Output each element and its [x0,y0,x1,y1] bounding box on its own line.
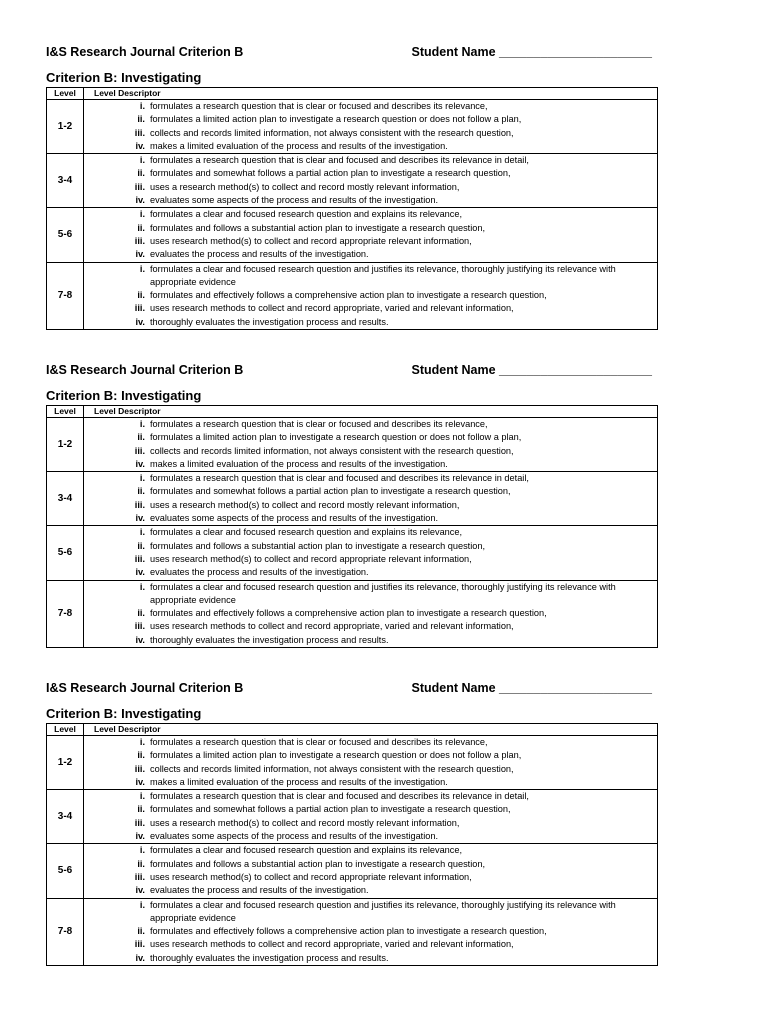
descriptor-item [84,553,657,566]
descriptor-numeral: ii. [137,168,145,179]
descriptor-numeral: i. [139,419,145,429]
descriptor-numeral: iv. [135,249,145,260]
descriptor-text: makes a limited evaluation of the process and results of the investigation. [150,458,448,469]
rubric-section [46,680,658,966]
descriptor-text: formulates a clear and focused research question and explains its relevance, [150,209,463,220]
descriptor-item [84,154,657,167]
descriptor-text: formulates a research question that is clear and focused and describes its relevance in detail, [150,155,529,166]
descriptor-text: formulates a clear and focused research question and justifies its relevance, thoroughly justifying its relevance with appropriate evidence [150,263,616,287]
table-row [47,790,658,844]
descriptor-numeral: i. [139,101,145,111]
descriptor-text: uses research method(s) to collect and record appropriate relevant information, [150,871,472,882]
descriptor-text: formulates and effectively follows a comprehensive action plan to investigate a research question, [150,290,547,301]
level-cell: 7-8 [47,898,84,965]
descriptor-item [84,763,657,776]
descriptor-item [84,263,657,290]
descriptor-item [84,485,657,498]
descriptor-numeral: ii. [137,926,145,937]
descriptor-list [84,100,657,153]
descriptor-numeral: i. [139,791,145,802]
descriptor-list [84,418,657,471]
descriptor-text: uses research methods to collect and record appropriate, varied and relevant information, [150,303,514,314]
descriptor-item [84,830,657,843]
descriptor-text: uses research methods to collect and record appropriate, varied and relevant information, [150,939,514,950]
descriptor-numeral: iii. [134,445,145,456]
descriptor-item [84,445,657,458]
descriptor-text: evaluates some aspects of the process and results of the investigation. [150,831,439,842]
descriptor-item [84,499,657,512]
rubric-section [46,44,658,330]
descriptor-item [84,620,657,633]
descriptor-item [84,248,657,261]
descriptor-numeral: iii. [134,127,145,138]
table-row [47,262,658,329]
descriptor-text: collects and records limited information, not always consistent with the research question, [150,127,514,138]
descriptor-numeral: i. [139,899,145,910]
descriptor-item [84,871,657,884]
descriptor-numeral: i. [139,737,145,747]
descriptor-numeral: ii. [137,114,145,125]
criterion-heading: Criterion B: Investigating [46,70,202,85]
descriptor-text: formulates a research question that is clear or focused and describes its relevance, [150,419,488,429]
descriptor-numeral: i. [139,209,145,220]
descriptor-numeral: ii. [137,804,145,815]
descriptor-item [84,181,657,194]
descriptor-item [84,235,657,248]
descriptor-numeral: i. [139,473,145,484]
descriptor-numeral: ii. [137,750,145,761]
descriptor-text: evaluates some aspects of the process and results of the investigation. [150,513,439,524]
descriptor-numeral: i. [139,155,145,166]
descriptor-column-header: Level Descriptor [84,406,658,418]
descriptor-item [84,113,657,126]
descriptor-text: collects and records limited information, not always consistent with the research question, [150,445,514,456]
descriptor-list [84,208,657,261]
descriptor-item [84,526,657,539]
table-row [47,154,658,208]
descriptor-numeral: iii. [134,181,145,192]
descriptor-text: formulates a research question that is clear or focused and describes its relevance, [150,737,488,747]
descriptor-cell [84,100,658,154]
table-row [47,898,658,965]
level-column-header: Level [47,406,84,418]
journal-title: I&S Research Journal Criterion B [46,681,244,695]
descriptor-list [84,736,657,789]
descriptor-list [84,899,657,965]
level-cell: 3-4 [47,472,84,526]
descriptor-text: thoroughly evaluates the investigation process and results. [150,952,389,963]
descriptor-column-header: Level Descriptor [84,88,658,100]
descriptor-text: makes a limited evaluation of the process and results of the investigation. [150,776,448,787]
descriptor-numeral: iv. [135,567,145,578]
descriptor-cell [84,208,658,262]
table-header-row [47,406,658,418]
descriptor-list [84,790,657,843]
descriptor-numeral: ii. [137,486,145,497]
descriptor-text: formulates a clear and focused research question and justifies its relevance, thoroughly justifying its relevance with appropriate evidence [150,581,616,605]
descriptor-numeral: iv. [135,831,145,842]
descriptor-cell [84,154,658,208]
criterion-heading: Criterion B: Investigating [46,388,202,403]
descriptor-item [84,289,657,302]
descriptor-text: uses a research method(s) to collect and record mostly relevant information, [150,817,460,828]
descriptor-cell [84,844,658,898]
descriptor-item [84,884,657,897]
descriptor-item [84,194,657,207]
descriptor-list [84,526,657,579]
descriptor-numeral: i. [139,845,145,856]
descriptor-cell [84,418,658,472]
table-row [47,580,658,647]
descriptor-item [84,100,657,113]
descriptor-item [84,581,657,608]
descriptor-item [84,316,657,329]
descriptor-item [84,899,657,926]
descriptor-cell [84,472,658,526]
student-name-field: Student Name ______________________ [411,681,652,695]
descriptor-numeral: ii. [137,290,145,301]
descriptor-text: formulates a research question that is clear or focused and describes its relevance, [150,101,488,111]
descriptor-text: formulates a clear and focused research question and justifies its relevance, thoroughly justifying its relevance with appropriate evidence [150,899,616,923]
descriptor-numeral: iv. [135,458,145,469]
table-row [47,526,658,580]
table-row [47,736,658,790]
descriptor-numeral: iii. [134,553,145,564]
descriptor-item [84,472,657,485]
rubric-section [46,362,658,648]
descriptor-numeral: i. [139,263,145,274]
descriptor-text: formulates and follows a substantial action plan to investigate a research question, [150,858,486,869]
table-header-row [47,88,658,100]
descriptor-item [84,803,657,816]
table-row [47,100,658,154]
descriptor-numeral: ii. [137,222,145,233]
level-cell: 5-6 [47,526,84,580]
table-row [47,208,658,262]
descriptor-list [84,472,657,525]
descriptor-item [84,938,657,951]
descriptor-cell [84,526,658,580]
descriptor-item [84,776,657,789]
descriptor-text: collects and records limited information, not always consistent with the research question, [150,763,514,774]
descriptor-text: formulates and follows a substantial action plan to investigate a research question, [150,222,486,233]
descriptor-text: evaluates the process and results of the investigation. [150,567,369,578]
descriptor-text: formulates a limited action plan to investigate a research question or does not follow a plan, [150,750,522,761]
descriptor-numeral: iv. [135,634,145,645]
descriptor-cell [84,898,658,965]
descriptor-text: makes a limited evaluation of the process and results of the investigation. [150,140,448,151]
descriptor-numeral: iv. [135,885,145,896]
descriptor-numeral: iv. [135,195,145,206]
level-column-header: Level [47,724,84,736]
descriptor-numeral: iii. [134,871,145,882]
descriptor-item [84,222,657,235]
descriptor-item [84,458,657,471]
descriptor-text: evaluates the process and results of the investigation. [150,249,369,260]
rubric-table [46,723,658,966]
descriptor-numeral: iv. [135,776,145,787]
descriptor-numeral: iii. [134,303,145,314]
rubric-header [46,44,658,61]
level-column-header: Level [47,88,84,100]
descriptor-numeral: iii. [134,817,145,828]
descriptor-column-header: Level Descriptor [84,724,658,736]
descriptor-item [84,167,657,180]
descriptor-text: formulates and effectively follows a comprehensive action plan to investigate a research question, [150,926,547,937]
descriptor-text: formulates a limited action plan to investigate a research question or does not follow a plan, [150,432,522,443]
descriptor-text: formulates and effectively follows a comprehensive action plan to investigate a research question, [150,608,547,619]
level-cell: 7-8 [47,262,84,329]
level-cell: 3-4 [47,154,84,208]
descriptor-item [84,952,657,965]
descriptor-text: uses research method(s) to collect and record appropriate relevant information, [150,553,472,564]
descriptor-text: evaluates the process and results of the investigation. [150,885,369,896]
criterion-heading: Criterion B: Investigating [46,706,202,721]
descriptor-text: formulates a research question that is clear and focused and describes its relevance in detail, [150,473,529,484]
descriptor-item [84,208,657,221]
descriptor-numeral: iii. [134,763,145,774]
descriptor-text: formulates a clear and focused research question and explains its relevance, [150,527,463,538]
descriptor-numeral: ii. [137,432,145,443]
descriptor-item [84,817,657,830]
descriptor-list [84,154,657,207]
descriptor-numeral: ii. [137,608,145,619]
descriptor-item [84,512,657,525]
descriptor-cell [84,262,658,329]
descriptor-text: formulates and somewhat follows a partial action plan to investigate a research question, [150,486,511,497]
table-header-row [47,724,658,736]
descriptor-text: uses a research method(s) to collect and record mostly relevant information, [150,499,460,510]
descriptor-numeral: iii. [134,621,145,632]
descriptor-numeral: ii. [137,858,145,869]
descriptor-text: uses research method(s) to collect and record appropriate relevant information, [150,235,472,246]
descriptor-numeral: ii. [137,540,145,551]
descriptor-list [84,844,657,897]
descriptor-item [84,749,657,762]
descriptor-item [84,140,657,153]
rubric-header [46,680,658,697]
student-name-field: Student Name ______________________ [411,45,652,59]
journal-title: I&S Research Journal Criterion B [46,45,244,59]
descriptor-item [84,790,657,803]
descriptor-text: uses research methods to collect and record appropriate, varied and relevant information, [150,621,514,632]
descriptor-text: uses a research method(s) to collect and record mostly relevant information, [150,181,460,192]
descriptor-numeral: iv. [135,952,145,963]
descriptor-text: formulates and somewhat follows a partial action plan to investigate a research question, [150,168,511,179]
descriptor-item [84,844,657,857]
descriptor-cell [84,736,658,790]
student-name-field: Student Name ______________________ [411,363,652,377]
rubric-table [46,405,658,648]
descriptor-item [84,858,657,871]
descriptor-item [84,540,657,553]
descriptor-cell [84,790,658,844]
descriptor-list [84,581,657,647]
descriptor-item [84,634,657,647]
level-cell: 1-2 [47,736,84,790]
descriptor-text: formulates a research question that is clear and focused and describes its relevance in detail, [150,791,529,802]
table-row [47,472,658,526]
descriptor-text: formulates a clear and focused research question and explains its relevance, [150,845,463,856]
descriptor-item [84,925,657,938]
descriptor-numeral: iii. [134,235,145,246]
descriptor-item [84,566,657,579]
level-cell: 5-6 [47,208,84,262]
descriptor-numeral: iii. [134,939,145,950]
level-cell: 3-4 [47,790,84,844]
descriptor-list [84,263,657,329]
descriptor-numeral: iv. [135,513,145,524]
descriptor-text: evaluates some aspects of the process and results of the investigation. [150,195,439,206]
descriptor-text: formulates a limited action plan to investigate a research question or does not follow a plan, [150,114,522,125]
descriptor-numeral: iv. [135,316,145,327]
descriptor-text: formulates and somewhat follows a partial action plan to investigate a research question, [150,804,511,815]
rubric-header [46,362,658,379]
descriptor-item [84,736,657,749]
descriptor-text: formulates and follows a substantial action plan to investigate a research question, [150,540,486,551]
descriptor-text: thoroughly evaluates the investigation process and results. [150,634,389,645]
descriptor-numeral: iv. [135,140,145,151]
level-cell: 1-2 [47,100,84,154]
level-cell: 5-6 [47,844,84,898]
descriptor-numeral: iii. [134,499,145,510]
descriptor-cell [84,580,658,647]
level-cell: 1-2 [47,418,84,472]
level-cell: 7-8 [47,580,84,647]
descriptor-item [84,431,657,444]
descriptor-item [84,302,657,315]
descriptor-item [84,418,657,431]
descriptor-item [84,607,657,620]
descriptor-text: thoroughly evaluates the investigation process and results. [150,316,389,327]
table-row [47,418,658,472]
table-row [47,844,658,898]
rubric-table [46,87,658,330]
journal-title: I&S Research Journal Criterion B [46,363,244,377]
descriptor-numeral: i. [139,527,145,538]
descriptor-item [84,127,657,140]
descriptor-numeral: i. [139,581,145,592]
